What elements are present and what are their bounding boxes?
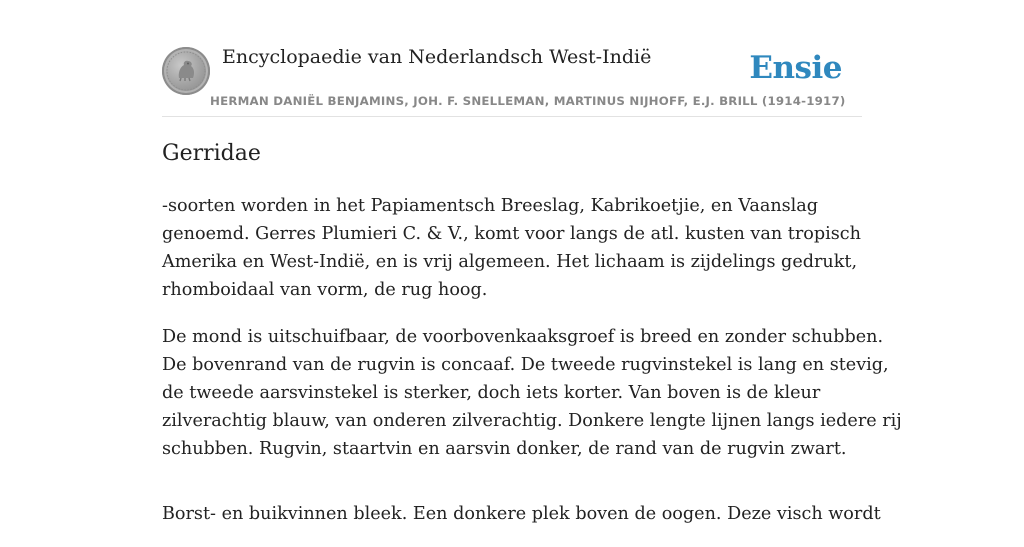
text-line: schubben. Rugvin, staartvin en aarsvin donker, de rand van de rugvin zwart. (162, 439, 847, 459)
coin-lion-icon[interactable] (162, 47, 210, 95)
authors-line: HERMAN DANIËL BENJAMINS, JOH. F. SNELLEMAN, MARTINUS NIJHOFF, E.J. BRILL (1914-1917) (210, 94, 846, 108)
text-line: rhomboidaal van vorm, de rug hoog. (162, 280, 488, 300)
entry-title: Gerridae (162, 141, 261, 166)
header (162, 40, 862, 117)
paragraph (162, 323, 902, 463)
text-line: Amerika en West-Indië, en is vrij algemeen. Het lichaam is zijdelings gedrukt, (162, 252, 858, 272)
text-line: zilverachtig blauw, van onderen zilverachtig. Donkere lengte lijnen langs iedere rij (162, 411, 902, 431)
paragraph (162, 500, 881, 528)
text-line: de tweede aarsvinstekel is sterker, doch iets korter. Van boven is de kleur (162, 383, 821, 403)
text-line: -soorten worden in het Papiamentsch Breeslag, Kabrikoetjie, en Vaanslag (162, 196, 819, 216)
text-line: De bovenrand van de rugvin is concaaf. De tweede rugvinstekel is lang en stevig, (162, 355, 889, 375)
coin-emblem-graphic (162, 47, 210, 95)
brand-logo[interactable]: Ensie (749, 50, 842, 86)
text-line: genoemd. Gerres Plumieri C. & V., komt voor langs de atl. kusten van tropisch (162, 224, 861, 244)
entry-body (162, 192, 902, 547)
paragraph (162, 192, 872, 304)
text-line: Borst- en buikvinnen bleek. Een donkere plek boven de oogen. Deze visch wordt (162, 504, 881, 524)
book-title[interactable]: Encyclopaedie van Nederlandsch West-Indië (222, 46, 652, 68)
text-line: De mond is uitschuifbaar, de voorbovenkaaksgroef is breed en zonder schubben. (162, 327, 884, 347)
